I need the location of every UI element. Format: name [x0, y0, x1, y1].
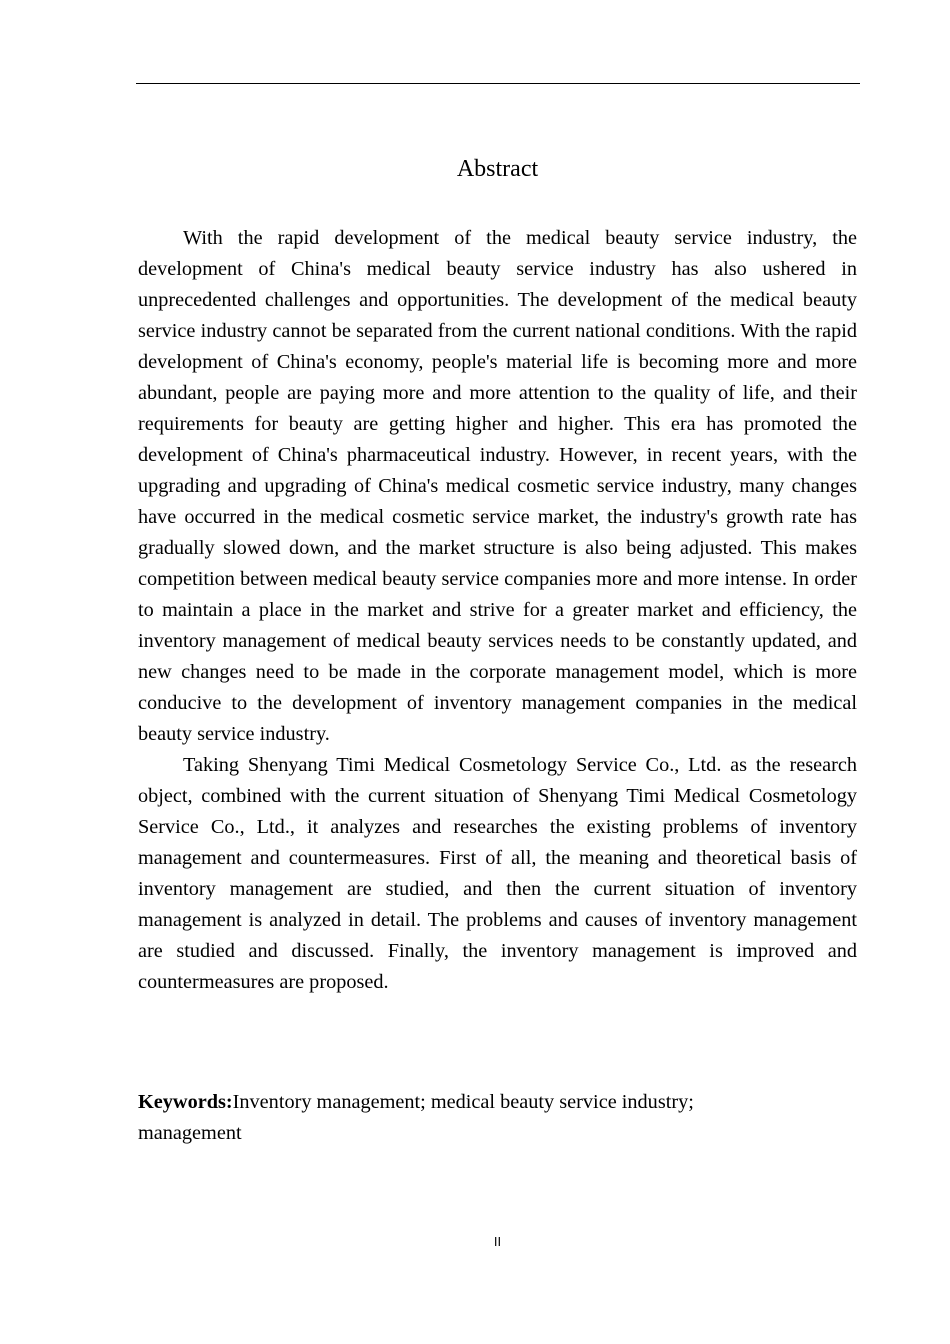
abstract-title: Abstract [456, 156, 539, 182]
keywords-label: Keywords: [138, 1091, 233, 1113]
abstract-body [138, 223, 857, 998]
page-number: II [493, 1234, 502, 1249]
header-rule [136, 83, 860, 84]
abstract-paragraph-1: With the rapid development of the medical beauty service industry, the development of China's medical beauty service industry has also ushered in unprecedented challenges and opportunities. The development of the medical beauty service industry cannot be separated from the current national conditions. With the rapid development of China's economy, people's material life is becoming more and more abundant, people are paying more and more attention to the quality of life, and their requirements for beauty are getting higher and higher. This era has promoted the development of China's pharmaceutical industry. However, in recent years, with the upgrading and upgrading of China's medical cosmetic service industry, many changes have occurred in the medical cosmetic service market, the industry's growth rate has gradually slowed down, and the market structure is also being adjusted. This makes competition between medical beauty service companies more and more intense. In order to maintain a place in the market and strive for a greater market and efficiency, the inventory management of medical beauty services needs to be constantly updated, and new changes need to be made in the corporate management model, which is more conducive to the development of inventory management companies in the medical beauty service industry. [138, 227, 857, 745]
keywords-line [138, 1087, 778, 1149]
keywords-text: Inventory management; medical beauty service industry; management [138, 1091, 694, 1144]
abstract-paragraph-2: Taking Shenyang Timi Medical Cosmetology Service Co., Ltd. as the research object, combined with the current situation of Shenyang Timi Medical Cosmetology Service Co., Ltd., it analyzes and researches the existing problems of inventory management and countermeasures. First of all, the meaning and theoretical basis of inventory management are studied, and then the current situation of inventory management is analyzed in detail. The problems and causes of inventory management are studied and discussed. Finally, the inventory management is improved and countermeasures are proposed. [138, 754, 857, 993]
